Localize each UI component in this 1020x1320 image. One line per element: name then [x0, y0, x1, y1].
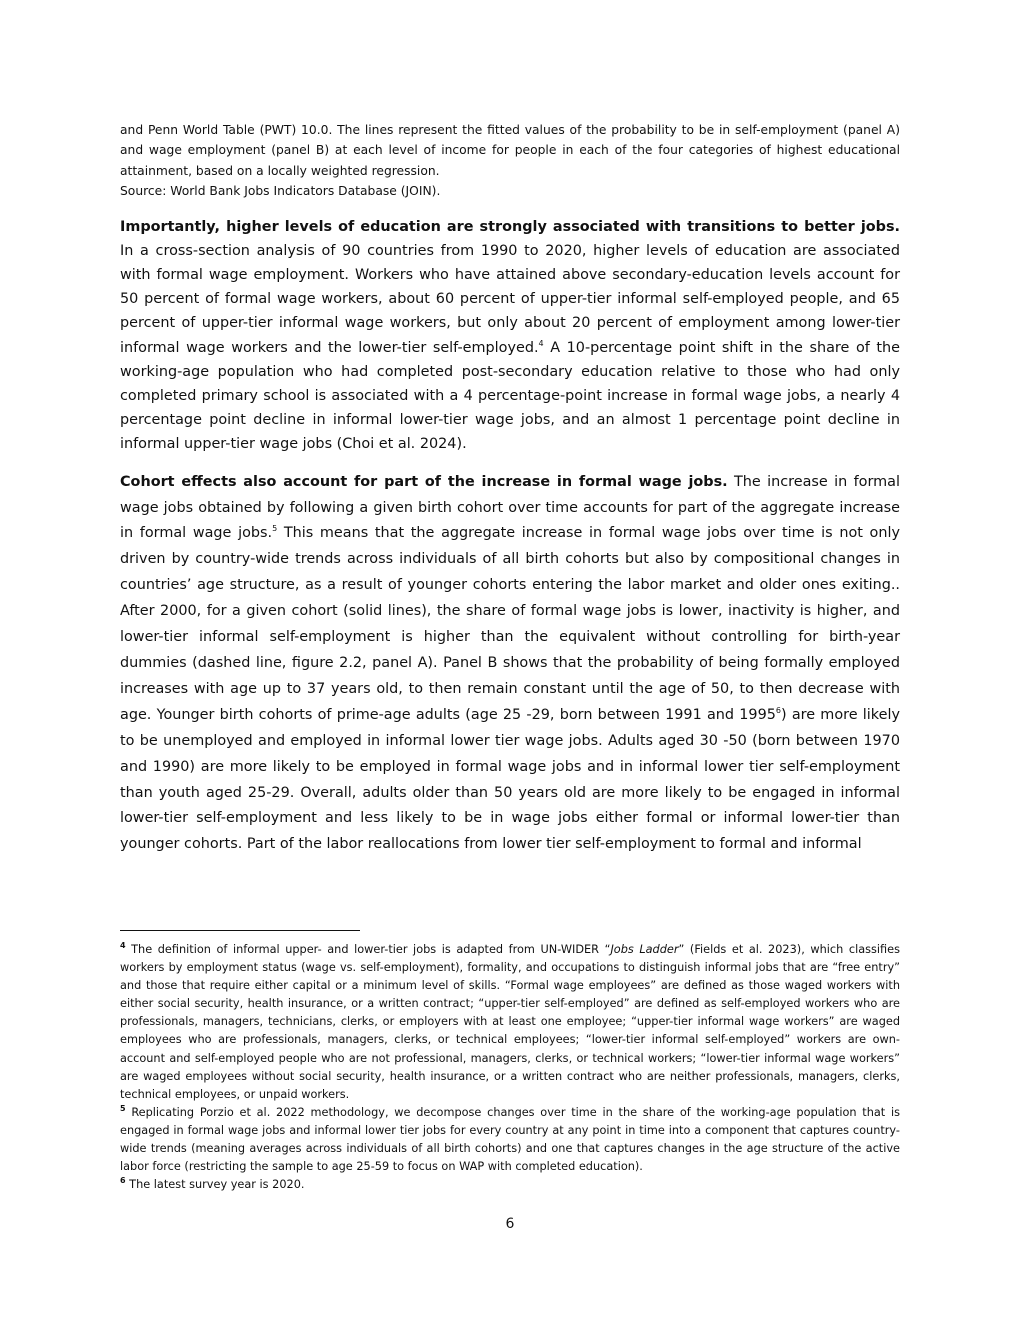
footnotes	[120, 941, 900, 1194]
paragraph-cohort-text-b: This means that the aggregate increase in formal wage jobs over time is not only driven by country-wide trends across individuals of all birth cohorts but also by compositional changes in countries’ age structure, as a result of younger cohorts entering the labor market and older ones exiting.. After 2000, for a given cohort (solid lines), the share of formal wage jobs is lower, inactivity is higher, and lower-tier informal self-employment is higher than the equivalent without controlling for birth-year dummies (dashed line, figure 2.2, panel A). Panel B shows that the probability of being formally employed increases with age up to 37 years old, to then remain constant until the age of 50, to then decrease with age. Younger birth cohorts of prime-age adults (age 25 -29, born between 1991 and 1995	[120, 525, 900, 723]
footnote-4	[120, 941, 900, 1104]
footnote-text: The definition of informal upper- and lower-tier jobs is adapted from UN-WIDER “	[125, 943, 611, 956]
paragraph-cohort-lead: Cohort effects also account for part of the increase in formal wage jobs.	[120, 473, 728, 490]
footnote-italic-title: Jobs Ladder	[610, 943, 679, 956]
paragraph-cohort-text-c: ) are more likely to be unemployed and employed in informal lower tier wage jobs. Adults aged 30 -50 (born between 1970 and 1990) are more likely to be employed in formal wage jobs and in informal lower tier self-employment than youth aged 25-29. Overall, adults older than 50 years old are more likely to be engaged in informal lower-tier self-employment and less likely to be in wage jobs either formal or informal lower-tier than younger cohorts. Part of the labor reallocations from lower tier self-employment to formal and informal	[120, 706, 900, 853]
figure-source-note	[120, 120, 900, 202]
paragraph-education-text-a: In a cross-section analysis of 90 countries from 1990 to 2020, higher levels of education are associated with formal wage employment. Workers who have attained above secondary-education levels account for 50 percent of formal wage workers, about 60 percent of upper-tier informal self-employed people, and 65 percent of upper-tier informal wage workers, but only about 20 percent of employment among lower-tier informal wage workers and the lower-tier self-employed.	[120, 242, 900, 356]
footnote-5	[120, 1104, 900, 1176]
page-number: 6	[505, 1216, 515, 1232]
figure-source-text: Source: World Bank Jobs Indicators Database (JOIN).	[120, 184, 441, 199]
footnote-text: The latest survey year is 2020.	[125, 1178, 305, 1192]
footnote-6	[120, 1176, 900, 1194]
paragraph-cohort-text-a: The increase in formal wage jobs obtained by following a given birth cohort over time accounts for part of the aggregate increase in formal wage jobs.	[120, 473, 900, 542]
page-body	[120, 120, 900, 858]
footnote-separator	[120, 930, 360, 931]
paragraph-education	[120, 215, 900, 457]
paragraph-cohort-effects	[120, 470, 900, 859]
footnote-number: 5	[120, 1104, 126, 1114]
footnote-number: 6	[120, 1176, 126, 1186]
footnote-ref-6[interactable]: 6	[775, 706, 781, 716]
paragraph-education-text-b: A 10-percentage point shift in the share of the working-age population who had completed post-secondary education relative to those who had only completed primary school is associated with a 4 percentage-point increase in formal wage jobs, a nearly 4 percentage point decline in informal lower-tier wage jobs, and an almost 1 percentage point decline in informal upper-tier wage jobs (Choi et al. 2024).	[120, 339, 901, 453]
paragraph-education-lead: Importantly, higher levels of education are strongly associated with transitions to better jobs.	[120, 218, 900, 235]
footnote-text: Replicating Porzio et al. 2022 methodology, we decompose changes over time in the share of the working-age population that is engaged in formal wage jobs and informal lower tier jobs for every country at any point in time into a component that captures country-wide trends (meaning averages across individuals of all birth cohorts) and one that captures changes in the age structure of the active labor force (restricting the sample to age 25-59 to focus on WAP with completed education).	[120, 1105, 900, 1174]
footnote-text: ” (Fields et al. 2023), which classifies workers by employment status (wage vs. self-employment), formality, and occupations to distinguish informal jobs that are “free entry” and those that require either capital or a minimum level of skills. “Formal wage employees” are defined as those waged workers with either social security, health insurance, or a written contract; “upper-tier self-employed” are defined as self-employed workers who are professionals, managers, technicians, clerks, or employers with at least one employee; “upper-tier informal wage workers” are waged employees who are professionals, managers, clerks, or technical employees; “lower-tier informal self-employed” workers are own-account and self-employed people who are not professional, managers, clerks, or technical workers; “lower-tier informal wage workers” are waged employees without social security, health insurance, or a written contract who are neither professionals, managers, clerks, technical employees, or unpaid workers.	[120, 943, 900, 1101]
footnote-ref-5[interactable]: 5	[272, 524, 278, 534]
footnote-ref-4[interactable]: 4	[538, 338, 544, 348]
footnote-number: 4	[120, 941, 126, 951]
figure-note-text: and Penn World Table (PWT) 10.0. The lines represent the fitted values of the probability to be in self-employment (panel A) and wage employment (panel B) at each level of income for people in each of the four categories of highest educational attainment, based on a locally weighted regression.	[120, 123, 900, 178]
